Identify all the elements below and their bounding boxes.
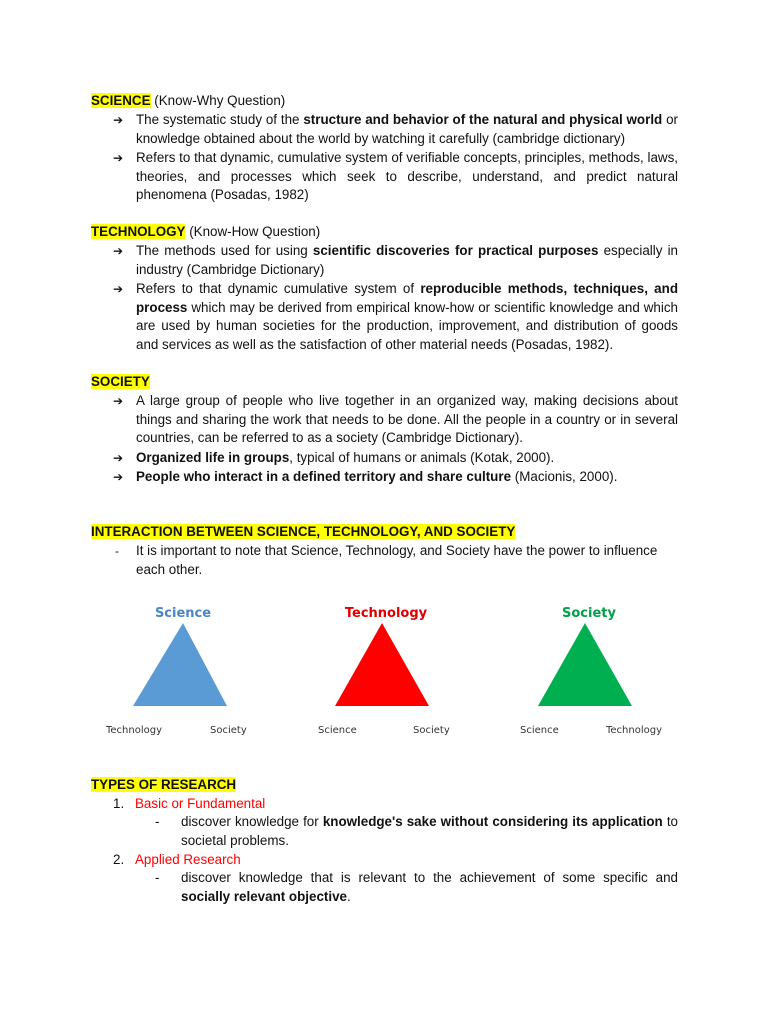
society-label: SOCIETY [91, 374, 150, 389]
dash-marker: - [155, 814, 160, 829]
interaction-heading [91, 523, 515, 541]
arrow-icon: ➔ [113, 151, 124, 165]
technology-subtitle: (Know-How Question) [185, 224, 321, 239]
research-heading [91, 776, 236, 794]
triangle-science-group [105, 606, 247, 736]
interaction-bullet-1: - It is important to note that Science, Technology, and Society have the power to influence each other. [115, 543, 658, 577]
science-definition-bold: structure and behavior of the natural and physical world [303, 112, 663, 127]
triangle-society-title: Society [562, 606, 616, 621]
dash-marker: - [115, 544, 119, 558]
triangle-science-title: Science [154, 606, 212, 621]
research-item-2: 2. Applied Research [113, 852, 241, 867]
interaction-label: INTERACTION BETWEEN SCIENCE, TECHNOLOGY, AND SOCIETY [91, 524, 516, 539]
sts-triangles-diagram [0, 595, 768, 745]
triangle-technology-group [318, 606, 450, 736]
triangle-society-left-label: Science [520, 725, 559, 736]
society-bullet-3: ➔ People who interact in a defined territory and share culture (Macionis, 2000). [113, 468, 678, 487]
arrow-icon: ➔ [113, 113, 124, 127]
triangle-science-right-label: Society [210, 725, 247, 736]
triangle-technology-title: Technology [344, 606, 428, 621]
society-heading [91, 373, 150, 391]
triangle-technology-right-label: Society [413, 725, 450, 736]
science-bullet-1: ➔ The systematic study of the structure and behavior of the natural and physical world or knowledge obtained about the world by watching it carefully (cambridge dictionary) [113, 112, 678, 146]
research-item-1: 1. Basic or Fundamental [113, 796, 266, 811]
technology-bullet-1: ➔ The methods used for using scientific discoveries for practical purposes especially in industry (Cambridge Dictionary) [113, 243, 678, 277]
triangle-technology-left-label: Science [318, 725, 357, 736]
arrow-icon: ➔ [113, 244, 124, 258]
arrow-icon: ➔ [113, 394, 124, 408]
society-bullet-2: ➔ Organized life in groups, typical of humans or animals (Kotak, 2000). [113, 449, 678, 468]
research-type-applied: Applied Research [135, 852, 241, 867]
arrow-icon: ➔ [113, 451, 124, 465]
triangle-society-group [520, 606, 662, 736]
triangle-technology-shape [335, 623, 429, 706]
technology-label: TECHNOLOGY [91, 224, 186, 239]
science-bullet-2: ➔ Refers to that dynamic, cumulative system of verifiable concepts, principles, methods, laws, theories, and processes which seek to describe, understand, and predict natural phenomena (Posadas, 1982) [113, 150, 678, 203]
research-item-2-desc: - discover knowledge that is relevant to the achievement of some specific and socially relevant objective. [155, 870, 678, 904]
science-heading [91, 92, 285, 110]
arrow-icon: ➔ [113, 282, 124, 296]
science-label: SCIENCE [91, 93, 151, 108]
triangle-society-shape [538, 623, 632, 706]
research-type-basic: Basic or Fundamental [135, 796, 266, 811]
society-bullet-1: ➔ A large group of people who live together in an organized way, making decisions about things and sharing the work that needs to be done. All the people in a country or in several countries, can be referred to as a society (Cambridge Dictionary). [113, 393, 678, 446]
dash-marker: - [155, 870, 160, 885]
technology-heading [91, 223, 320, 241]
research-item-1-desc: - discover knowledge for knowledge's sake without considering its application to societal problems. [155, 814, 678, 848]
triangle-society-right-label: Technology [606, 725, 663, 736]
triangle-science-shape [133, 623, 227, 706]
arrow-icon: ➔ [113, 470, 124, 484]
science-subtitle: (Know-Why Question) [150, 93, 286, 108]
technology-bullet-2: ➔ Refers to that dynamic cumulative system of reproducible methods, techniques, and process which may be derived from empirical know-how or scientific knowledge and which are used by human societies for the production, improvement, and distribution of goods and services as well as the satisfaction of other material needs (Posadas, 1982). [113, 281, 678, 352]
triangle-science-left-label: Technology [106, 725, 163, 736]
research-label: TYPES OF RESEARCH [91, 777, 237, 792]
